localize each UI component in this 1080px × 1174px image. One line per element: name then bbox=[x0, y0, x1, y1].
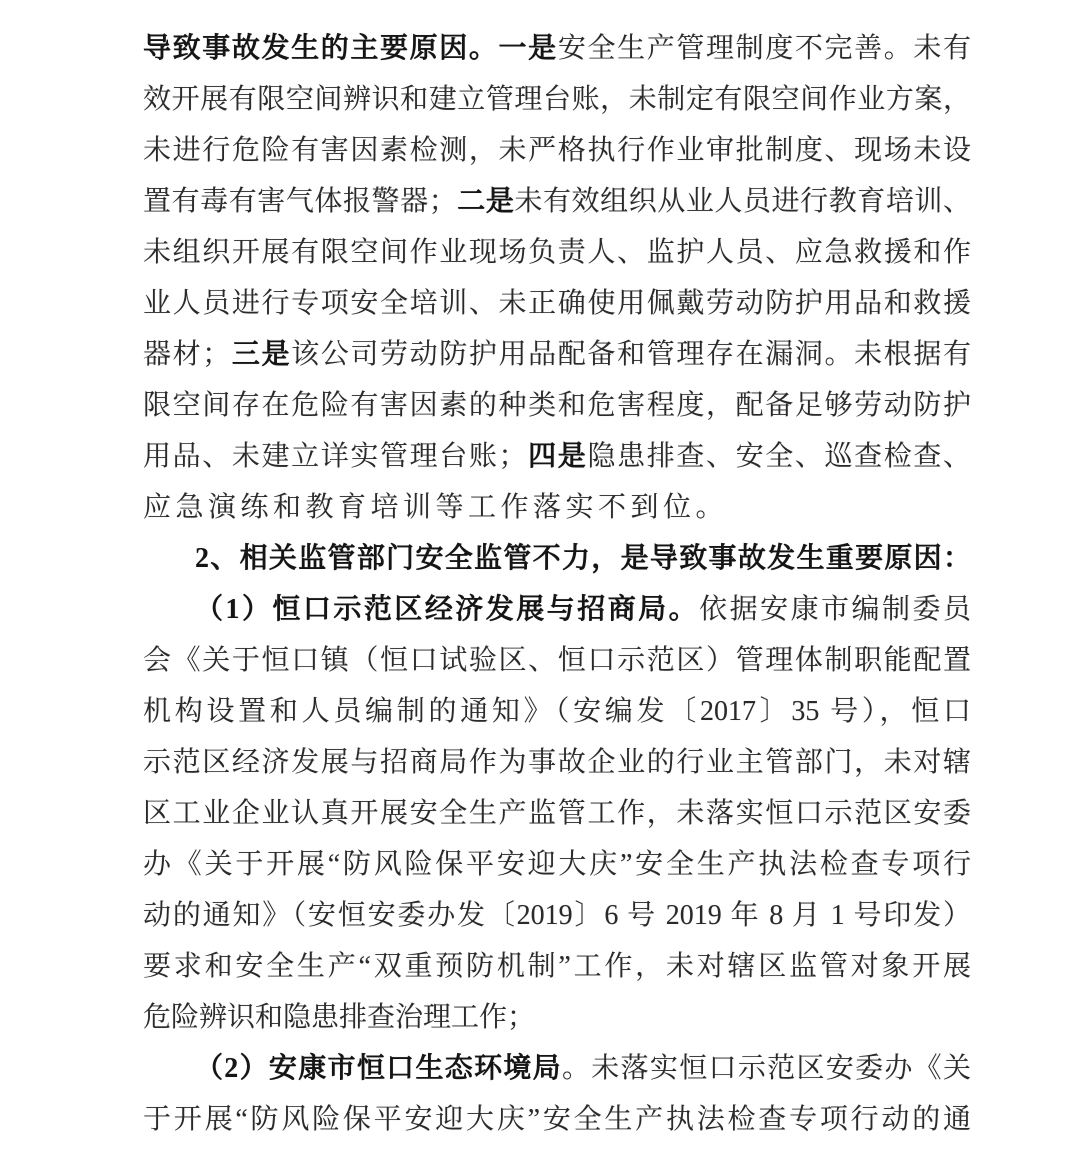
bold-text-segment: （2）安康市恒口生态环境局 bbox=[195, 1053, 562, 1084]
text-line-21 bbox=[143, 1043, 971, 1094]
text-segment: 效开展有限空间辨识和建立管理台账，未制定有限空间作业方案， bbox=[143, 84, 971, 115]
text-line-2 bbox=[143, 74, 971, 125]
text-line-8 bbox=[143, 380, 971, 431]
text-line-6 bbox=[143, 278, 971, 329]
text-segment: 限空间存在危险有害因素的种类和危害程度，配备足够劳动防护 bbox=[143, 390, 971, 421]
text-line-11 bbox=[143, 533, 971, 584]
text-segment: 未有效组织从业人员进行教育培训、 bbox=[514, 186, 971, 217]
text-segment: 依据安康市编制委员 bbox=[699, 594, 971, 625]
text-line-5 bbox=[143, 227, 971, 278]
text-line-1 bbox=[143, 23, 971, 74]
text-line-12 bbox=[143, 584, 971, 635]
text-segment: 该公司劳动防护用品配备和管理存在漏洞。未根据有 bbox=[291, 339, 971, 370]
text-segment: 于开展“防风险保平安迎大庆”安全生产执法检查专项行动的通 bbox=[143, 1104, 971, 1135]
text-line-3 bbox=[143, 125, 971, 176]
text-line-19 bbox=[143, 941, 971, 992]
text-segment: 安全生产管理制度不完善。未有 bbox=[557, 33, 971, 64]
text-segment: 动的通知》（安恒安委办发〔2019〕6 号 2019 年 8 月 1 号印发） bbox=[143, 900, 971, 931]
text-line-22 bbox=[143, 1094, 971, 1145]
text-line-13 bbox=[143, 635, 971, 686]
text-segment: 未组织开展有限空间作业现场负责人、监护人员、应急救援和作 bbox=[143, 237, 971, 268]
text-segment: 器材； bbox=[143, 339, 231, 370]
text-segment: 未进行危险有害因素检测，未严格执行作业审批制度、现场未设 bbox=[143, 135, 971, 166]
text-line-17 bbox=[143, 839, 971, 890]
text-line-16 bbox=[143, 788, 971, 839]
bold-text-segment: 导致事故发生的主要原因。一是 bbox=[143, 33, 558, 64]
text-segment: 应急演练和教育培训等工作落实不到位。 bbox=[143, 492, 729, 523]
text-segment: 示范区经济发展与招商局作为事故企业的行业主管部门，未对辖 bbox=[143, 747, 971, 778]
text-segment: 用品、未建立详实管理台账； bbox=[143, 441, 527, 472]
bold-text-segment: 四是 bbox=[526, 441, 588, 472]
text-line-15 bbox=[143, 737, 971, 788]
text-line-7 bbox=[143, 329, 971, 380]
text-line-4 bbox=[143, 176, 971, 227]
bold-text-segment: （1）恒口示范区经济发展与招商局。 bbox=[195, 594, 700, 625]
text-segment: 区工业企业认真开展安全生产监管工作，未落实恒口示范区安委 bbox=[143, 798, 971, 829]
text-segment: 办《关于开展“防风险保平安迎大庆”安全生产执法检查专项行 bbox=[143, 849, 971, 880]
document-text-block bbox=[143, 23, 971, 1145]
text-line-18 bbox=[143, 890, 971, 941]
text-segment: 业人员进行专项安全培训、未正确使用佩戴劳动防护用品和救援 bbox=[143, 288, 971, 319]
text-segment: 。未落实恒口示范区安委办《关 bbox=[562, 1053, 971, 1084]
text-line-14 bbox=[143, 686, 971, 737]
text-line-9 bbox=[143, 431, 971, 482]
text-segment: 危险辨识和隐患排查治理工作； bbox=[143, 1002, 536, 1033]
text-segment: 隐患排查、安全、巡查检查、 bbox=[587, 441, 971, 472]
text-segment: 要求和安全生产“双重预防机制”工作，未对辖区监管对象开展 bbox=[143, 951, 971, 982]
text-line-10 bbox=[143, 482, 971, 533]
text-line-20 bbox=[143, 992, 971, 1043]
bold-text-segment: 二是 bbox=[456, 186, 515, 217]
text-segment: 置有毒有害气体报警器； bbox=[143, 186, 457, 217]
text-segment: 会《关于恒口镇（恒口试验区、恒口示范区）管理体制职能配置 bbox=[143, 645, 971, 676]
bold-text-segment: 三是 bbox=[230, 339, 292, 370]
text-segment: 机构设置和人员编制的通知》（安编发〔2017〕35 号），恒口 bbox=[143, 696, 971, 727]
bold-text-segment: 2、相关监管部门安全监管不力，是导致事故发生重要原因： bbox=[195, 543, 971, 574]
